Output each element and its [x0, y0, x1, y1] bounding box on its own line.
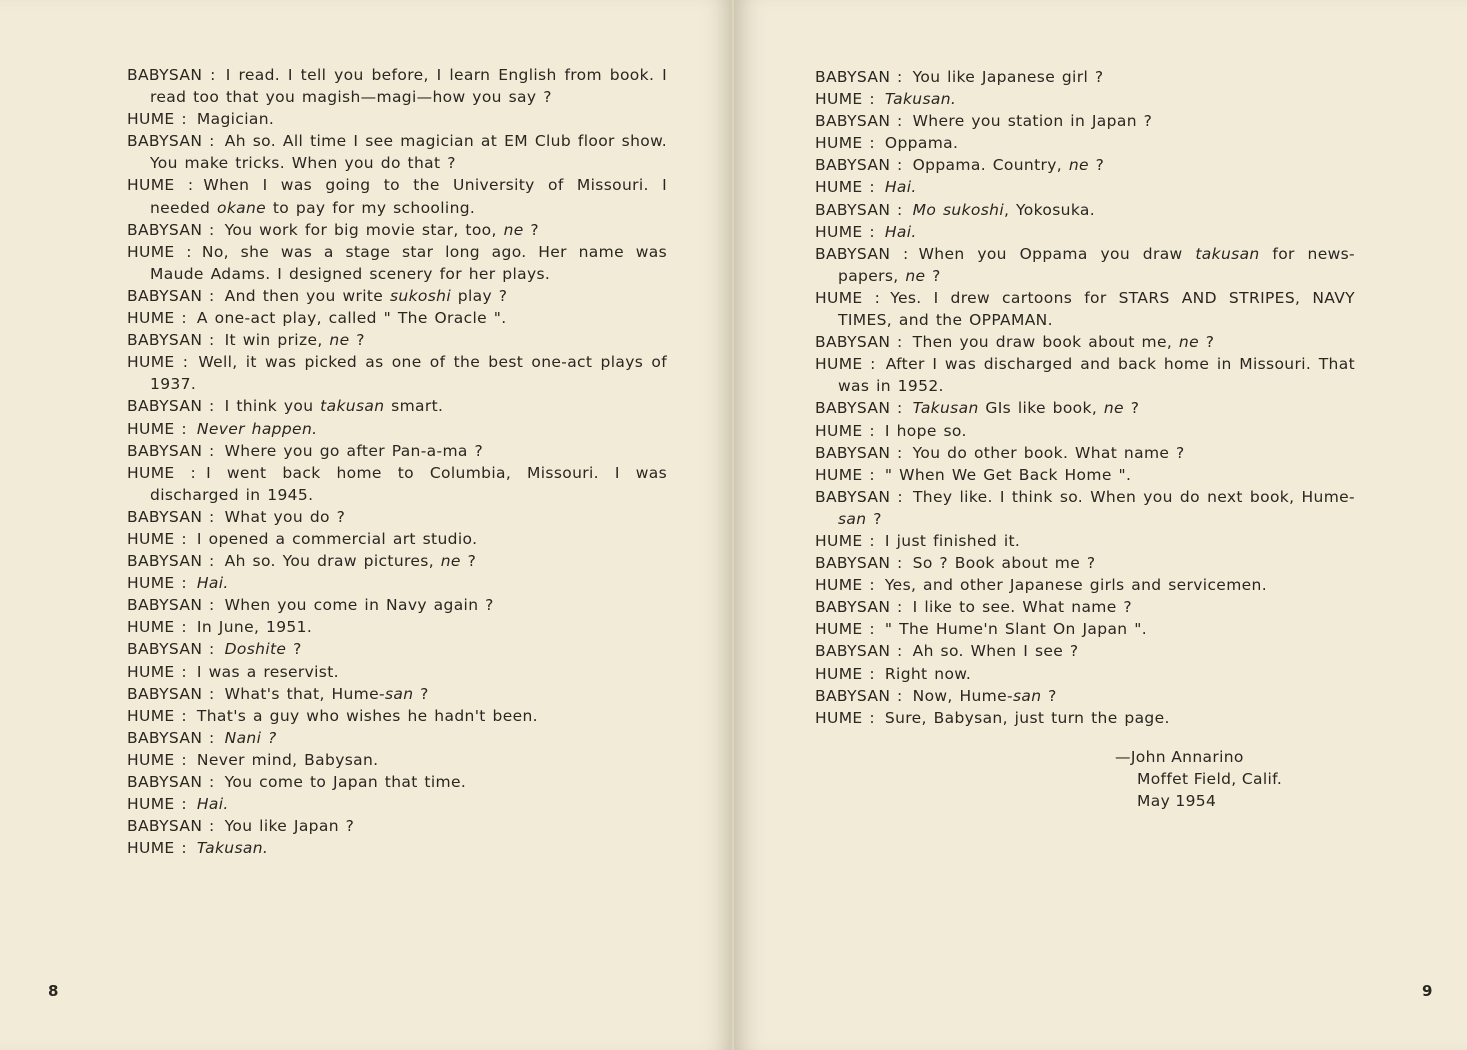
italic-text: ne [329, 331, 350, 350]
speaker-label: HUME : [127, 618, 187, 637]
dialogue-line [127, 661, 667, 683]
dialogue-line [815, 574, 1355, 596]
page-number-left: 8 [48, 982, 59, 1000]
dialogue-text: That's a guy who wishes he hadn't been. [196, 706, 538, 725]
italic-text: san [384, 684, 414, 703]
dialogue-line [815, 552, 1355, 574]
dialogue-line [127, 683, 667, 705]
dialogue-line [815, 88, 1355, 110]
italic-text: Doshite [224, 640, 287, 659]
speaker-label: HUME : [127, 574, 187, 593]
speaker-label: BABYSAN : [127, 507, 215, 526]
dialogue-text: ? [925, 266, 941, 285]
dialogue-text: And then you write [224, 286, 390, 305]
dialogue-text: I just finished it. [884, 531, 1021, 550]
speaker-label: HUME : [127, 839, 187, 858]
speaker-label: HUME : [815, 90, 875, 109]
speaker-label: HUME : [127, 795, 187, 814]
dialogue-line [127, 285, 667, 307]
dialogue-line [127, 727, 667, 749]
dialogue-line [815, 154, 1355, 176]
italic-text: ne [503, 220, 524, 239]
dialogue-text: You like Japan ? [224, 817, 355, 836]
dialogue-line [127, 837, 667, 859]
speaker-label: BABYSAN : [815, 112, 903, 131]
speaker-label: HUME : [127, 110, 187, 129]
dialogue-line [127, 528, 667, 550]
italic-text: ne [1178, 333, 1199, 352]
speaker-label: BABYSAN : [127, 132, 215, 151]
dialogue-line [127, 572, 667, 594]
dialogue-text: ? [460, 552, 477, 571]
speaker-label: HUME : [815, 465, 875, 484]
speaker-label: BABYSAN : [815, 686, 903, 705]
speaker-label: HUME : [815, 355, 876, 374]
dialogue-text: You do other book. What name ? [912, 443, 1185, 462]
speaker-label: BABYSAN : [127, 220, 215, 239]
speaker-label: BABYSAN : [127, 441, 215, 460]
dialogue-line [815, 707, 1355, 729]
dialogue-line [815, 442, 1355, 464]
dialogue-line [815, 243, 1355, 287]
dialogue-line [815, 685, 1355, 707]
speaker-label: HUME : [127, 309, 187, 328]
dialogue-line [127, 108, 667, 130]
dialogue-line [815, 618, 1355, 640]
speaker-label: BABYSAN : [815, 554, 903, 573]
dialogue-line [127, 440, 667, 462]
dialogue-left [127, 64, 667, 859]
dialogue-text: I hope so. [884, 421, 967, 440]
speaker-label: BABYSAN : [815, 642, 903, 661]
dialogue-text: In June, 1951. [196, 618, 313, 637]
dialogue-line [815, 331, 1355, 353]
dialogue-text: I read. I tell you before, I learn English from book. I read too that you magish—magi—how you say ? [150, 66, 667, 107]
speaker-label: BABYSAN : [815, 68, 903, 86]
dialogue-text: Right now. [884, 664, 972, 683]
dialogue-text: Ah so. All time I see magician at EM Club floor show. You make tricks. When you do that ? [150, 132, 667, 173]
speaker-label: BABYSAN : [127, 286, 215, 305]
dialogue-text: Ah so. You draw pictures, [224, 552, 441, 571]
italic-text: Takusan. [196, 839, 269, 858]
signature-date: May 1954 [1137, 792, 1217, 810]
dialogue-text: Now, Hume- [912, 686, 1013, 705]
dialogue-text: Sure, Babysan, just turn the page. [884, 708, 1170, 727]
speaker-label: HUME : [815, 531, 875, 550]
dialogue-text: You work for big movie star, too, [224, 220, 504, 239]
dialogue-text: " The Hume'n Slant On Japan ". [884, 620, 1147, 639]
dialogue-text: for news-papers, [838, 244, 1355, 285]
speaker-label: BABYSAN : [127, 728, 215, 747]
dialogue-text: I was a reservist. [196, 662, 339, 681]
italic-text: san [838, 509, 867, 528]
italic-text: Takusan. [884, 90, 957, 109]
speaker-label: HUME : [127, 529, 187, 548]
dialogue-line [127, 793, 667, 815]
speaker-label: BABYSAN : [127, 640, 215, 659]
dialogue-line [127, 550, 667, 572]
italic-text: takusan [320, 397, 385, 416]
dialogue-text: When you Oppama you draw [918, 244, 1196, 263]
italic-text: Hai. [884, 222, 917, 241]
speaker-label: BABYSAN : [127, 817, 215, 836]
dialogue-line [127, 462, 667, 506]
signature-place: Moffet Field, Calif. [1137, 770, 1283, 788]
speaker-label: BABYSAN : [127, 331, 215, 350]
dialogue-line [127, 130, 667, 174]
dialogue-text: What's that, Hume- [224, 684, 385, 703]
italic-text: Takusan [912, 399, 979, 418]
dialogue-text: ? [523, 220, 539, 239]
dialogue-line [127, 771, 667, 793]
dialogue-text: smart. [384, 397, 444, 416]
speaker-label: HUME : [127, 419, 187, 438]
dialogue-text: Never mind, Babysan. [196, 750, 379, 769]
dialogue-text: ? [866, 509, 882, 528]
dialogue-text: When you come in Navy again ? [224, 596, 494, 615]
dialogue-line [815, 132, 1355, 154]
dialogue-line [815, 486, 1355, 530]
dialogue-text: A one-act play, called " The Oracle ". [196, 309, 507, 328]
italic-text: Mo sukoshi [912, 200, 1004, 219]
dialogue-text: I think you [224, 397, 321, 416]
dialogue-text: Oppama. [884, 134, 959, 153]
dialogue-text: I like to see. What name ? [912, 598, 1132, 617]
italic-text: takusan [1195, 244, 1260, 263]
speaker-label: HUME : [127, 463, 197, 482]
dialogue-text: Well, it was picked as one of the best one-act plays of 1937. [150, 353, 667, 394]
dialogue-right [815, 66, 1355, 729]
dialogue-line [815, 110, 1355, 132]
dialogue-text: No, she was a stage star long ago. Her name was Maude Adams. I designed scenery for her plays. [150, 242, 667, 283]
speaker-label: HUME : [127, 242, 192, 261]
dialogue-text: So ? Book about me ? [912, 554, 1096, 573]
dialogue-line [127, 307, 667, 329]
dialogue-line [815, 420, 1355, 442]
dialogue-text: I went back home to Columbia, Missouri. I was discharged in 1945. [150, 463, 667, 504]
dialogue-text: They like. I think so. When you do next book, Hume- [912, 487, 1355, 506]
speaker-label: HUME : [815, 576, 875, 595]
dialogue-line [127, 749, 667, 771]
dialogue-text: Where you station in Japan ? [912, 112, 1153, 131]
dialogue-line [127, 329, 667, 351]
dialogue-text: Then you draw book about me, [912, 333, 1179, 352]
speaker-label: HUME : [127, 662, 187, 681]
italic-text: Hai. [884, 178, 917, 197]
speaker-label: BABYSAN : [815, 333, 903, 352]
speaker-label: BABYSAN : [815, 598, 903, 617]
dialogue-line [815, 353, 1355, 397]
dialogue-text: ? [413, 684, 429, 703]
speaker-label: BABYSAN : [815, 399, 903, 418]
dialogue-text: What you do ? [224, 507, 346, 526]
speaker-label: HUME : [815, 708, 875, 727]
speaker-label: HUME : [815, 421, 875, 440]
dialogue-line [815, 640, 1355, 662]
dialogue-text: ? [1088, 156, 1105, 175]
speaker-label: BABYSAN : [815, 200, 903, 219]
dialogue-line [127, 616, 667, 638]
dialogue-line [127, 241, 667, 285]
speaker-label: BABYSAN : [127, 773, 215, 791]
dialogue-line [815, 199, 1355, 221]
speaker-label: BABYSAN : [127, 596, 215, 615]
speaker-label: BABYSAN : [815, 487, 903, 506]
dialogue-line [127, 815, 667, 837]
dialogue-line [127, 418, 667, 440]
dialogue-line [127, 174, 667, 218]
dialogue-line [127, 64, 667, 108]
dialogue-text: Oppama. Country, [912, 156, 1069, 175]
speaker-label: BABYSAN : [127, 552, 215, 571]
page-number-right: 9 [1422, 982, 1433, 1000]
dialogue-line [815, 464, 1355, 486]
dialogue-line [815, 397, 1355, 419]
dialogue-line [127, 219, 667, 241]
dialogue-text: , Yokosuka. [1003, 200, 1096, 219]
dialogue-text: ? [349, 331, 365, 350]
italic-text: Hai. [196, 574, 229, 593]
italic-text: san [1012, 686, 1042, 705]
speaker-label: BABYSAN : [127, 684, 215, 703]
speaker-label: HUME : [127, 353, 189, 372]
italic-text: ne [905, 266, 926, 285]
dialogue-line [815, 221, 1355, 243]
speaker-label: HUME : [815, 288, 881, 307]
speaker-label: HUME : [815, 222, 875, 241]
speaker-label: BABYSAN : [815, 244, 909, 263]
dialogue-text: Yes, and other Japanese girls and servicemen. [884, 576, 1267, 595]
speaker-label: BABYSAN : [815, 443, 903, 462]
dialogue-line [127, 395, 667, 417]
dialogue-line [815, 176, 1355, 198]
speaker-label: HUME : [815, 620, 875, 639]
dialogue-text: Magician. [196, 110, 275, 129]
italic-text: Nani ? [224, 728, 277, 747]
dialogue-text: ? [1041, 686, 1057, 705]
dialogue-text: Where you go after Pan-a-ma ? [224, 441, 484, 460]
dialogue-line [815, 530, 1355, 552]
speaker-label: BABYSAN : [815, 156, 903, 175]
italic-text: ne [440, 552, 461, 571]
dialogue-line [127, 638, 667, 660]
dialogue-text: GIs like book, [978, 399, 1104, 418]
signature-author: —John Annarino [1115, 748, 1244, 766]
dialogue-text: I opened a commercial art studio. [196, 529, 478, 548]
dialogue-line [127, 351, 667, 395]
speaker-label: BABYSAN : [127, 66, 216, 84]
speaker-label: BABYSAN : [127, 397, 215, 416]
speaker-label: HUME : [815, 178, 875, 197]
dialogue-text: You come to Japan that time. [224, 773, 467, 791]
italic-text: Never happen. [196, 419, 318, 438]
dialogue-text: Ah so. When I see ? [912, 642, 1079, 661]
italic-text: okane [217, 198, 267, 217]
signature-block [1115, 746, 1365, 812]
speaker-label: HUME : [127, 706, 187, 725]
dialogue-line [815, 663, 1355, 685]
dialogue-text: play ? [450, 286, 508, 305]
italic-text: ne [1103, 399, 1124, 418]
dialogue-line [127, 594, 667, 616]
italic-text: ne [1068, 156, 1089, 175]
dialogue-text: After I was discharged and back home in Missouri. That was in 1952. [838, 355, 1356, 396]
dialogue-text: ? [1123, 399, 1140, 418]
dialogue-text: It win prize, [224, 331, 330, 350]
speaker-label: HUME : [127, 176, 194, 195]
speaker-label: HUME : [815, 134, 875, 153]
dialogue-text: to pay for my schooling. [266, 198, 476, 217]
speaker-label: HUME : [815, 664, 875, 683]
dialogue-text: Yes. I drew cartoons for STARS AND STRIPES, NAVY TIMES, and the OPPAMAN. [838, 288, 1356, 330]
dialogue-text: When I was going to the University of Missouri. I needed [150, 176, 667, 217]
dialogue-line [127, 506, 667, 528]
speaker-label: HUME : [127, 750, 187, 769]
dialogue-text: ? [286, 640, 302, 659]
dialogue-line [815, 287, 1355, 331]
dialogue-text: You like Japanese girl ? [912, 68, 1104, 86]
dialogue-text: " When We Get Back Home ". [884, 465, 1132, 484]
dialogue-text: ? [1198, 333, 1215, 352]
dialogue-line [127, 705, 667, 727]
dialogue-line [815, 596, 1355, 618]
italic-text: sukoshi [389, 286, 451, 305]
dialogue-line [815, 66, 1355, 88]
italic-text: Hai. [196, 795, 229, 814]
